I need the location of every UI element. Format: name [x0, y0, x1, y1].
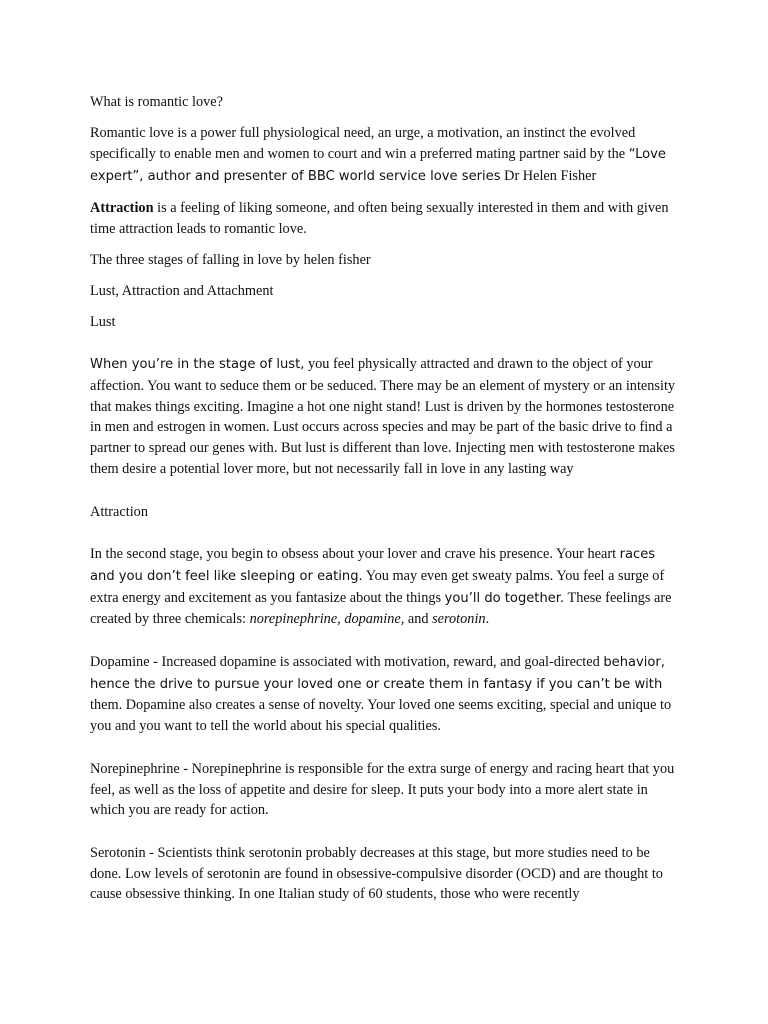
attraction-text-b: races and you don’t feel like sleeping or eating.: [90, 547, 656, 584]
lust-paragraph: [90, 354, 682, 479]
attraction-definition-text: is a feeling of liking someone, and often being sexually interested in them and with given time attraction leads to romantic love.: [90, 199, 669, 237]
romantic-love-text-c: Dr Helen Fisher: [500, 167, 597, 184]
dopamine-text-c: them. Dopamine also creates a sense of novelty. Your loved one seems exciting, special and unique to you and you want to tell the world about his special qualities.: [90, 697, 672, 735]
attraction-text-a: In the second stage, you begin to obsess about your lover and crave his presence. Your heart: [90, 546, 620, 563]
question-title: [90, 92, 682, 113]
chemicals-italic-1: norepinephrine, dopamine,: [249, 611, 405, 628]
and-word: and: [404, 611, 433, 628]
dopamine-text-b: behavior, hence the drive to pursue your loved one or create them in fantasy if you can’t be with: [90, 655, 665, 692]
period: .: [485, 611, 490, 628]
stages-list-text: Lust, Attraction and Attachment: [90, 282, 274, 299]
dopamine-paragraph: [90, 652, 682, 737]
romantic-love-text-a: Romantic love is a power full physiological need, an urge, a motivation, an instinct the evolved specifically to enable men and women to court and win a preferred mating partner said by the: [90, 125, 636, 162]
romantic-love-paragraph: [90, 123, 682, 187]
serotonin-text: Serotonin - Scientists think serotonin probably decreases at this stage, but more studies need to be done. Low levels of serotonin are found in obsessive-compulsive disorder (OCD) and are thought to cause obsessive thinking. In one Italian study of 60 students, those who were recently: [90, 844, 663, 903]
stages-list: [90, 281, 682, 302]
stages-line: [90, 250, 682, 271]
lust-text-a: When you’re in the stage of lust,: [90, 357, 305, 373]
romantic-love-text-b: “Love expert”, author and presenter of BBC world service love series: [90, 146, 666, 184]
attraction-text-c: You may even get sweaty palms. You feel a surge of extra energy and excitement as you fantasize about the things: [90, 567, 665, 606]
attraction-text-d: you’ll do together.: [444, 590, 565, 606]
serotonin-paragraph: [90, 843, 682, 905]
attraction-text-e: These feelings are created by three chemicals:: [90, 589, 672, 628]
lust-text-b: you feel physically attracted and drawn to the object of your affection. You want to seduce them or be seduced. There may be an element of mystery or an intensity that makes things exciting. Imagine a hot one night stand! Lust is driven by the hormones testosterone in men and estrogen in women. Lust occurs across species and may be part of the basic drive to find a partner to spread our genes with. But lust is different than love. Injecting men with testosterone makes them desire a potential lover more, but not necessarily fall in love in any lasting way: [90, 356, 676, 477]
stages-line-text: The three stages of falling in love by helen fisher: [90, 251, 371, 268]
dopamine-text-a: Dopamine - Increased dopamine is associated with motivation, reward, and goal-directed: [90, 654, 604, 671]
question-title-text: What is romantic love?: [90, 94, 223, 110]
lust-heading-text: Lust: [90, 314, 116, 331]
norepinephrine-paragraph: [90, 759, 682, 821]
chemicals-italic-2: serotonin: [432, 611, 486, 628]
attraction-paragraph: [90, 544, 682, 630]
attraction-heading: [90, 502, 682, 523]
attraction-definition: [90, 198, 682, 239]
lust-heading: [90, 312, 682, 333]
attraction-heading-text: Attraction: [90, 503, 148, 520]
norepinephrine-text: Norepinephrine - Norepinephrine is responsible for the extra surge of energy and racing heart that you feel, as well as the loss of appetite and desire for sleep. It puts your body into a more alert state in which you are ready for action.: [90, 760, 675, 819]
document-body: [90, 92, 682, 905]
attraction-term: Attraction: [90, 199, 154, 216]
